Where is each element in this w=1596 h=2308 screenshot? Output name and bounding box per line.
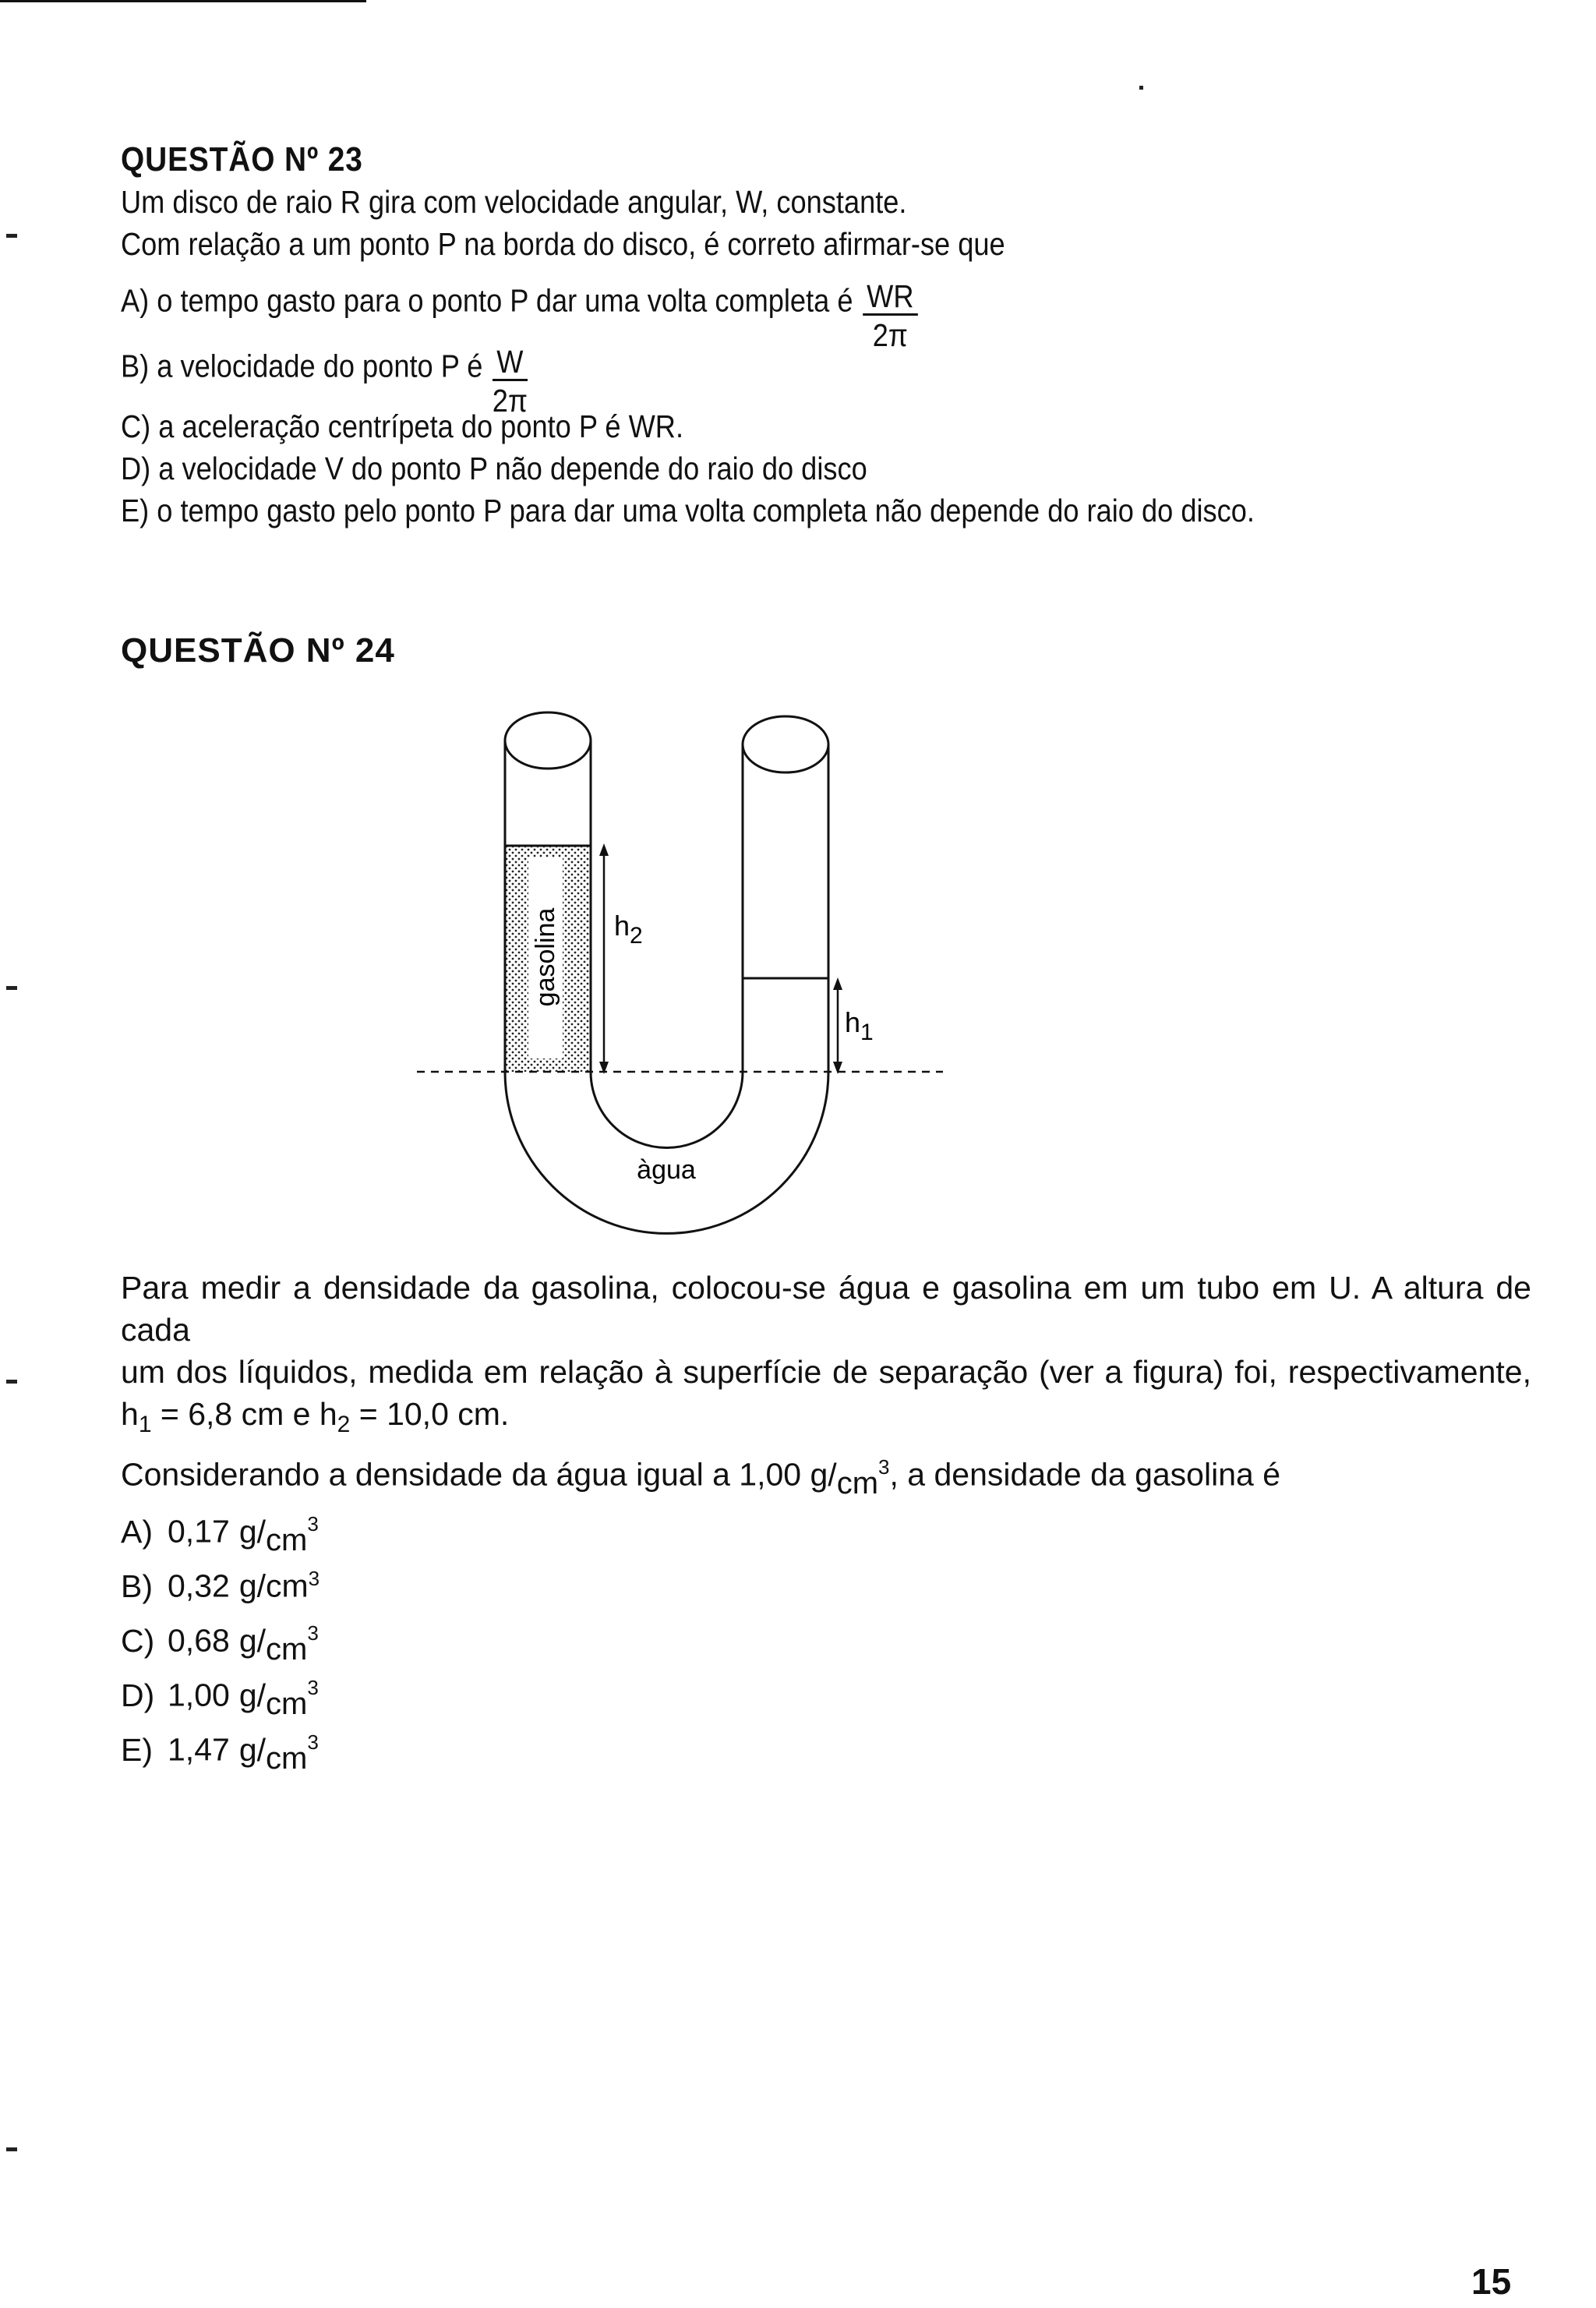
u-tube-figure (405, 702, 951, 1247)
option-c: C) a aceleração centrípeta do ponto P é WR. (121, 408, 684, 444)
margin-mark (6, 234, 17, 238)
option-e: E) o tempo gasto pelo ponto P para dar uma volta completa não depende do raio do disco. (121, 493, 1255, 528)
margin-mark (6, 2147, 17, 2151)
answer-options (121, 1503, 1531, 1776)
unit-g-cm3: $g/cm^3$ (810, 1455, 890, 1500)
answer-option (121, 1557, 1531, 1606)
option-unit: $g/cm^3$ (238, 1511, 319, 1557)
question-23 (121, 139, 1360, 532)
top-rule (0, 0, 366, 2)
statement-line: Com relação a um ponto P na borda do disco, é correto afirmar-se que (121, 226, 1005, 262)
option-value: 0,68 (168, 1622, 230, 1659)
option-letter: D) (121, 1677, 155, 1713)
option-text: A) o tempo gasto para o ponto P dar uma volta completa é (121, 282, 853, 319)
tube-inner-bend (591, 1072, 743, 1148)
option-unit: $g/cm^3$ (238, 1621, 319, 1666)
answer-option (121, 1612, 1531, 1666)
label-agua: àgua (637, 1155, 696, 1185)
option-b (121, 330, 1360, 419)
option-unit: $g/cm^3$ (238, 1566, 320, 1604)
option-unit: $g/cm^3$ (238, 1730, 319, 1776)
question-24-header (121, 630, 1524, 672)
answer-option (121, 1666, 1531, 1721)
h2-arrowhead-top (599, 843, 609, 856)
paragraph-line-heights: $h_1 = 6,8$ cm e $h_2 = 10,0$ cm. (121, 1396, 510, 1438)
left-tube-opening (505, 712, 591, 769)
tube-outer-bend (505, 1072, 828, 1233)
option-unit: $g/cm^3$ (238, 1675, 319, 1721)
fraction (493, 345, 528, 420)
fraction-numerator: W (493, 345, 528, 381)
answer-option (121, 1503, 1531, 1557)
paragraph-line: Para medir a densidade da gasolina, colocou-se água e gasolina em um tubo em U. A altura de cada (121, 1270, 1531, 1348)
option-letter: A) (121, 1513, 153, 1550)
option-value: 0,17 (168, 1513, 230, 1550)
answer-option (121, 1721, 1531, 1776)
fraction-denominator: 2π (492, 383, 528, 419)
option-letter: C) (121, 1622, 155, 1659)
option-value: 1,47 (168, 1731, 230, 1768)
option-text: B) a velocidade do ponto P é (121, 348, 483, 384)
right-tube-opening (743, 716, 828, 772)
option-letter: B) (121, 1568, 153, 1604)
margin-mark (6, 986, 17, 990)
margin-mark (1139, 86, 1143, 90)
fraction-numerator: WR (863, 279, 918, 316)
label-h1: $h_1$ (845, 1006, 874, 1045)
paragraph-line: um dos líquidos, medida em relação à superfície de separação (ver a figura) foi, respectivamente, (121, 1354, 1531, 1390)
question-title: QUESTÃO Nº 24 (121, 631, 395, 670)
paragraph-line-density: Considerando a densidade da água igual a 1,00 $g/cm^3$, a densidade da gasolina é (121, 1446, 1531, 1497)
option-value: 1,00 (168, 1677, 230, 1713)
h1-arrowhead-top (833, 977, 842, 990)
question-24-body (121, 1267, 1531, 1776)
label-gasolina: gasolina (531, 907, 560, 1007)
statement-line: Um disco de raio R gira com velocidade angular, W, constante. (121, 184, 907, 220)
option-d: D) a velocidade V do ponto P não depende do raio do disco (121, 451, 867, 486)
option-value: 0,32 (168, 1568, 230, 1604)
question-title: QUESTÃO Nº 23 (121, 140, 363, 178)
label-h2: $h_2$ (614, 910, 643, 949)
fraction-denominator: 2π (872, 317, 908, 353)
option-letter: E) (121, 1731, 153, 1768)
margin-mark (6, 1380, 17, 1384)
page-number: 15 (1471, 2261, 1512, 2302)
fraction (863, 279, 918, 355)
